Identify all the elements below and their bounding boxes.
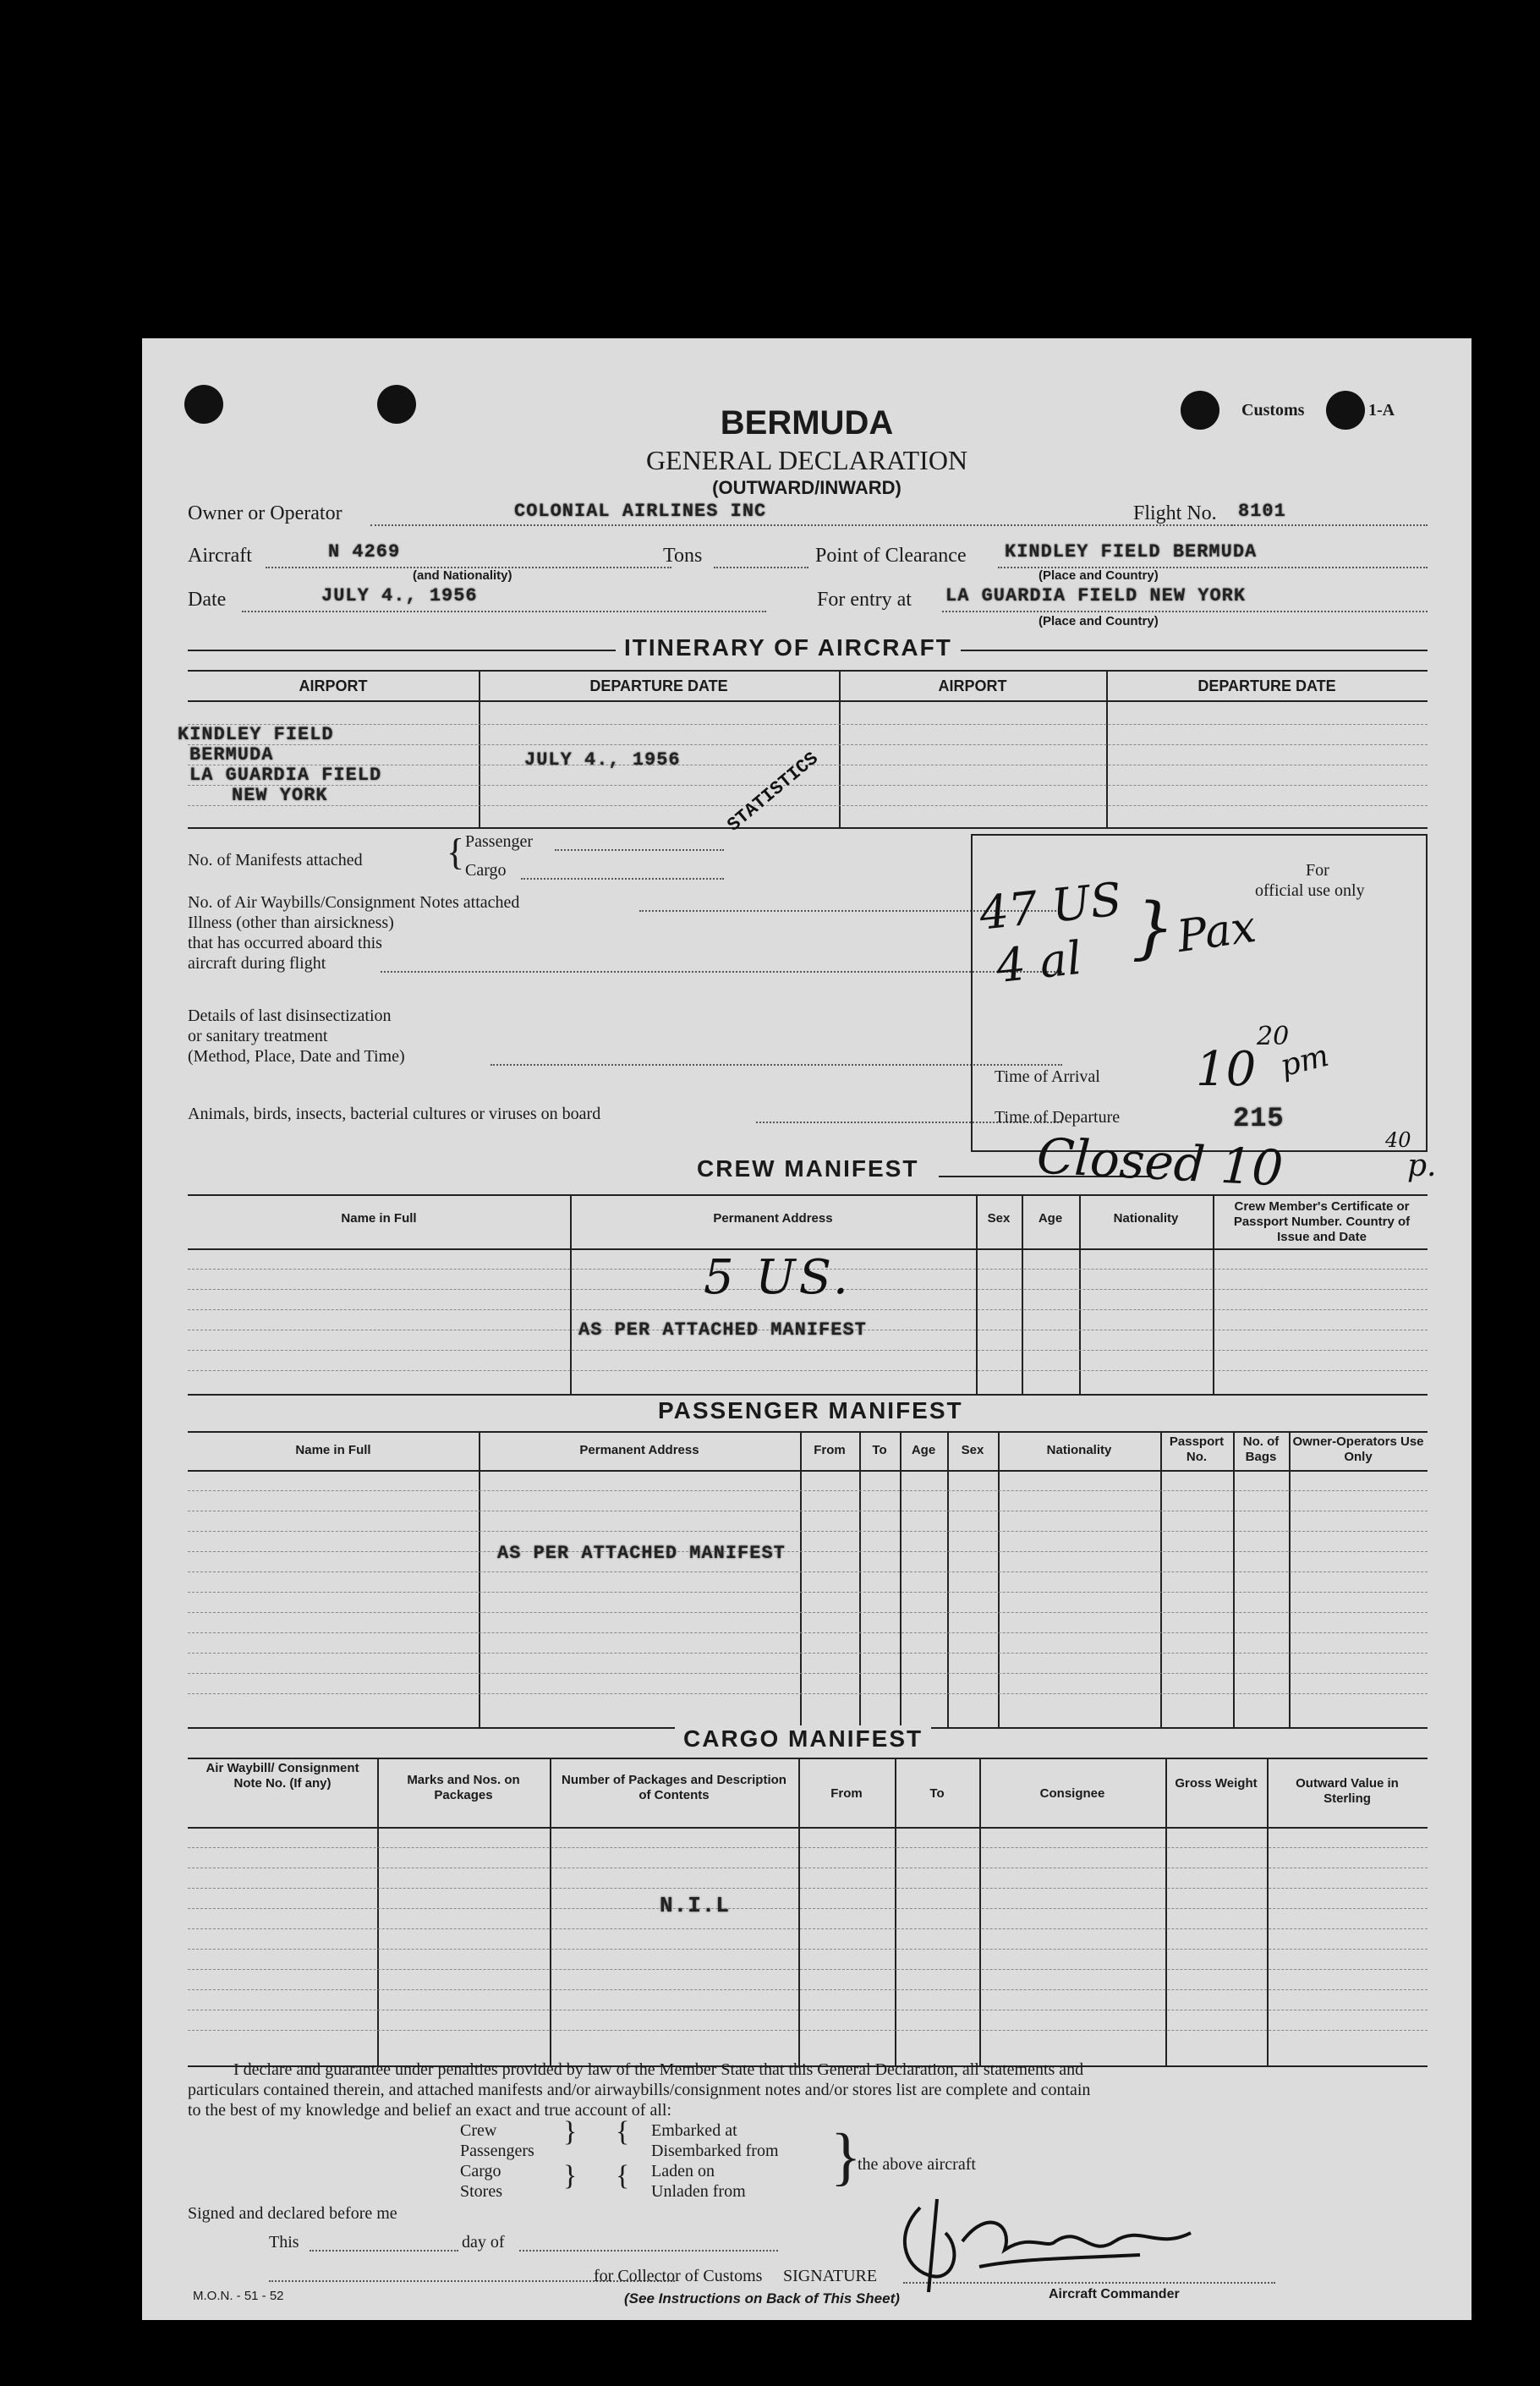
waybills-label: No. of Air Waybills/Consignment Notes attached: [188, 893, 520, 912]
itinerary-entry: BERMUDA: [189, 744, 274, 765]
crew-col-name: Name in Full: [341, 1211, 417, 1226]
day-of-label: day of: [462, 2233, 505, 2252]
cargo-col-from: From: [830, 1786, 863, 1801]
crew-heading: CREW MANIFEST: [688, 1155, 927, 1182]
itinerary-col-departure-2: DEPARTURE DATE: [1197, 677, 1336, 694]
signed-label: Signed and declared before me: [188, 2204, 397, 2223]
flight-label: Flight No.: [1133, 502, 1217, 524]
arrival-label: Time of Arrival: [995, 1067, 1100, 1086]
declaration-text-3: to the best of my knowledge and belief an exact and true account of all:: [188, 2101, 672, 2120]
aircraft-value: N 4269: [328, 541, 401, 562]
place-country-note-1: (Place and Country): [1039, 568, 1159, 583]
passenger-col-age: Age: [911, 1443, 936, 1457]
passenger-col-passport: Passport No.: [1169, 1434, 1225, 1464]
cargo-heading: CARGO MANIFEST: [675, 1725, 931, 1752]
animals-label: Animals, birds, insects, bacterial cultures or viruses on board: [188, 1105, 601, 1123]
clearance-label: Point of Clearance: [815, 545, 967, 567]
crew-handwritten-count: 5 US.: [704, 1250, 852, 1305]
list-disembarked: Disembarked from: [651, 2142, 779, 2160]
arrival-ampm: pm: [1276, 1038, 1333, 1084]
entry-label: For entry at: [817, 589, 912, 611]
itinerary-entry: LA GUARDIA FIELD: [189, 765, 382, 786]
crew-col-sex: Sex: [987, 1211, 1011, 1226]
crew-closed-p: p.: [1407, 1149, 1437, 1183]
list-stores: Stores: [460, 2182, 502, 2201]
document-direction: (OUTWARD/INWARD): [712, 477, 902, 498]
itinerary-heading: ITINERARY OF AIRCRAFT: [616, 634, 961, 661]
passenger-note: AS PER ATTACHED MANIFEST: [497, 1543, 786, 1564]
statistics-stamp: STATISTICS: [723, 748, 823, 836]
passenger-col-bags: No. of Bags: [1242, 1434, 1280, 1464]
illness-label-2: that has occurred aboard this: [188, 934, 382, 952]
instructions-note: (See Instructions on Back of This Sheet): [624, 2290, 900, 2306]
clearance-value: KINDLEY FIELD BERMUDA: [1005, 541, 1258, 562]
crew-note: AS PER ATTACHED MANIFEST: [578, 1319, 867, 1341]
departure-value: 215: [1233, 1103, 1285, 1134]
collector-label: for Collector of Customs: [594, 2267, 763, 2285]
passenger-heading: PASSENGER MANIFEST: [649, 1397, 972, 1424]
itinerary-col-airport-2: AIRPORT: [938, 677, 1007, 694]
form-number: M.O.N. - 51 - 52: [193, 2289, 284, 2303]
cargo-col-packages: Number of Packages and Description of Contents: [562, 1773, 786, 1802]
passenger-col-sex: Sex: [961, 1443, 984, 1457]
list-cargo: Cargo: [460, 2162, 501, 2180]
list-unladen: Unladen from: [651, 2182, 746, 2201]
handwritten-al-count: 4 al: [993, 930, 1085, 994]
itinerary-entry: NEW YORK: [232, 785, 328, 806]
signature-label: SIGNATURE: [783, 2267, 878, 2285]
cargo-col-consignee: Consignee: [1039, 1786, 1105, 1801]
itinerary-entry: KINDLEY FIELD: [178, 724, 334, 745]
date-value: JULY 4., 1956: [321, 585, 478, 606]
declaration-sheet: Customs 1-A BERMUDA GENERAL DECLARATION (OUTWARD/INWARD) Owner or Operator COLONIAL AIRLINES INC Flight No. 8101 Aircraft N 4269 (and Nationality) Tons Point of Clearance KINDLEY FIELD BERMUDA (Place and Country) Date JULY 4., 1956 For entry at LA GUARDIA FIELD NEW YORK (Place and Country) ITINERARY OF AIRCRAFT AIRPORT DEPARTURE DATE AIRPORT DEPARTURE DATE KINDLEY FIELD BERMUDA LA GUARDIA FIELD NEW YORK JULY 4., 1956 STATISTICS No. of Manifests attached { Passenger Cargo No. of Air Waybills/Consignment Notes attached Illness (other than airsickness) that has occurred aboard this aircraft during flight Details of last disinsectization or sanitary treatment (Method, Place, Date and Time) Animals, birds, insects, bacterial cultures or viruses on board For official use only 47 US 4 al } Pax Time of Arrival 10 20 pm Time of Departure 215 CREW MANIFEST Closed 10 40 p. Name in Full Permanent Address Sex Age Nationality Crew Member's Certificate or Passport Number. Country of Issue and Date 5 US. AS PER ATTACHED MANIFEST PASSENGER MANIFEST Name in Full Permanent Address From To Age Sex Nationality Passport No. No. of Bags Owner-Operators Use Only AS PER ATTACHED MANIFEST CARGO MANIFEST Air Waybill/ Consignment Note No. (If any) Marks and Nos. on Packages Number of Packages and Description of Contents From To Consignee Gross Weight Outward Value in Sterling N.I.L I declare and guarantee under penalties provided by law of the Member State that this General Declaration, all statements and particulars contained therein, and attached manifests and/or airwaybills/consignment notes and/or stores list are complete and contain to the best of my knowledge and belief an exact and true account of all: Crew Passengers Cargo Stores } } { { Embarked at Disembarked from Laden on Unladen from } the above aircraft Signed and declared before me This day of for Collector of Customs SIGNATURE Aircraft Commander M.O.N. - 51 - 52 (See Instructions on Back of This Sheet): [142, 338, 1471, 2320]
handwritten-pax: Pax: [1174, 901, 1259, 963]
tons-label: Tons: [663, 545, 703, 567]
entry-value: LA GUARDIA FIELD NEW YORK: [945, 585, 1247, 606]
date-label: Date: [188, 589, 227, 611]
itinerary-col-airport-1: AIRPORT: [299, 677, 368, 694]
aircraft-note: (and Nationality): [413, 568, 512, 583]
list-embarked: Embarked at: [651, 2121, 737, 2140]
aircraft-label: Aircraft: [188, 545, 252, 567]
manifests-label: No. of Manifests attached: [188, 851, 363, 869]
commander-signature: [886, 2174, 1241, 2301]
declaration-text-2: particulars contained therein, and attached manifests and/or airwaybills/consignment notes and/or stores list are complete and contain: [188, 2081, 1091, 2099]
crew-col-age: Age: [1038, 1211, 1063, 1226]
disinsect-label: Details of last disinsectization: [188, 1007, 392, 1025]
cargo-col-weight: Gross Weight: [1175, 1776, 1258, 1791]
official-label: For: [1306, 861, 1329, 880]
commander-label: Aircraft Commander: [1049, 2287, 1180, 2301]
illness-label-3: aircraft during flight: [188, 954, 326, 973]
list-passengers: Passengers: [460, 2142, 534, 2160]
list-laden: Laden on: [651, 2162, 715, 2180]
passenger-col-nationality: Nationality: [1046, 1443, 1112, 1457]
official-label-2: official use only: [1255, 881, 1365, 900]
disinsect-label-3: (Method, Place, Date and Time): [188, 1047, 405, 1066]
customs-form-number: 1-A: [1368, 401, 1395, 420]
departure-label: Time of Departure: [995, 1108, 1121, 1127]
owner-value: COLONIAL AIRLINES INC: [514, 501, 767, 522]
customs-label: Customs: [1241, 401, 1305, 420]
arrival-value: 10: [1196, 1042, 1257, 1097]
list-crew: Crew: [460, 2121, 497, 2140]
place-country-note-2: (Place and Country): [1039, 614, 1159, 628]
crew-col-nationality: Nationality: [1113, 1211, 1179, 1226]
crew-col-address: Permanent Address: [713, 1211, 833, 1226]
declaration-text-1: I declare and guarantee under penalties provided by law of the Member State that this General Declaration, all statements and: [233, 2060, 1084, 2079]
above-aircraft-label: the above aircraft: [858, 2155, 976, 2174]
passenger-col-from: From: [814, 1443, 846, 1457]
passenger-col-owner-use: Owner-Operators Use Only: [1292, 1434, 1424, 1464]
cargo-note: N.I.L: [660, 1893, 731, 1918]
itinerary-departure-value: JULY 4., 1956: [524, 749, 681, 771]
manifest-passenger-label: Passenger: [465, 832, 533, 851]
cargo-col-waybill: Air Waybill/ Consignment Note No. (If any): [206, 1761, 359, 1791]
illness-label: Illness (other than airsickness): [188, 913, 394, 932]
crew-closed-superscript: 40: [1385, 1128, 1411, 1152]
crew-closed-note: Closed 10: [1035, 1127, 1285, 1198]
disinsect-label-2: or sanitary treatment: [188, 1027, 328, 1045]
this-label: This: [269, 2233, 299, 2252]
document-subtitle: GENERAL DECLARATION: [645, 445, 968, 475]
handwritten-us-count: 47 US: [977, 872, 1125, 941]
arrival-superscript: 20: [1257, 1022, 1290, 1051]
itinerary-col-departure-1: DEPARTURE DATE: [589, 677, 728, 694]
crew-col-certificate: Crew Member's Certificate or Passport Number. Country of Issue and Date: [1233, 1199, 1411, 1244]
passenger-col-name: Name in Full: [295, 1443, 371, 1457]
flight-value: 8101: [1238, 501, 1286, 522]
document-title: BERMUDA: [720, 404, 894, 442]
passenger-col-to: To: [872, 1443, 887, 1457]
cargo-col-value: Outward Value in Sterling: [1296, 1776, 1399, 1806]
manifest-cargo-label: Cargo: [465, 861, 507, 880]
owner-label: Owner or Operator: [188, 502, 343, 524]
passenger-col-address: Permanent Address: [579, 1443, 699, 1457]
cargo-col-to: To: [929, 1786, 945, 1801]
cargo-col-marks: Marks and Nos. on Packages: [407, 1773, 520, 1802]
